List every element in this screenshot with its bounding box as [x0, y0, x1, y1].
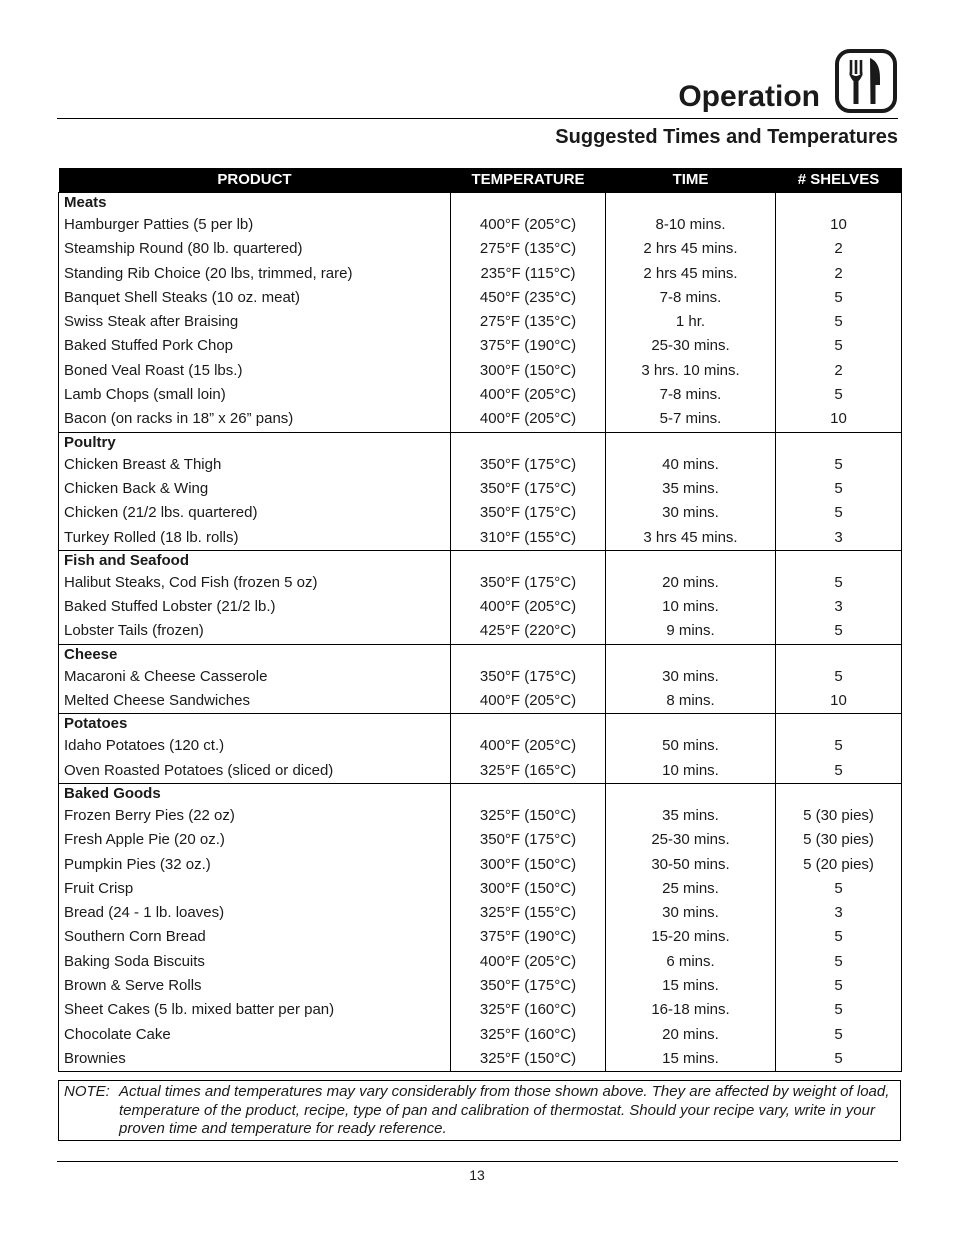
table-row — [59, 526, 902, 551]
time-cell: 7-8 mins. — [606, 383, 776, 407]
temperature-cell: 400°F (205°C) — [451, 407, 606, 432]
table-row — [59, 237, 902, 261]
header-divider — [57, 118, 898, 119]
category-row — [59, 714, 902, 735]
temperature-cell: 310°F (155°C) — [451, 526, 606, 551]
shelves-cell: 3 — [776, 595, 902, 619]
shelves-cell: 5 — [776, 877, 902, 901]
footer-divider — [57, 1161, 898, 1162]
time-cell: 30-50 mins. — [606, 853, 776, 877]
fork-knife-icon — [834, 48, 898, 114]
category-spacer-cell — [776, 644, 902, 665]
shelves-cell: 5 — [776, 334, 902, 358]
category-spacer-cell — [776, 432, 902, 453]
product-cell: Bacon (on racks in 18” x 26” pans) — [59, 407, 451, 432]
category-name: Meats — [59, 193, 451, 214]
table-row — [59, 477, 902, 501]
temperature-cell: 375°F (190°C) — [451, 334, 606, 358]
shelves-cell: 5 (30 pies) — [776, 804, 902, 828]
table-row — [59, 595, 902, 619]
product-cell: Melted Cheese Sandwiches — [59, 689, 451, 714]
time-cell: 20 mins. — [606, 1023, 776, 1047]
time-cell: 16-18 mins. — [606, 998, 776, 1022]
table-row — [59, 310, 902, 334]
times-temperatures-table — [58, 168, 902, 1072]
table-row — [59, 689, 902, 714]
shelves-cell: 5 — [776, 286, 902, 310]
category-name: Baked Goods — [59, 783, 451, 804]
category-name: Poultry — [59, 432, 451, 453]
column-header-shelves: # SHELVES — [776, 168, 902, 193]
product-cell: Lobster Tails (frozen) — [59, 619, 451, 644]
table-row — [59, 407, 902, 432]
time-cell: 6 mins. — [606, 950, 776, 974]
table-row — [59, 1023, 902, 1047]
category-name: Potatoes — [59, 714, 451, 735]
table-row — [59, 950, 902, 974]
temperature-cell: 275°F (135°C) — [451, 310, 606, 334]
category-name: Fish and Seafood — [59, 550, 451, 571]
temperature-cell: 235°F (115°C) — [451, 262, 606, 286]
product-cell: Chicken (21/2 lbs. quartered) — [59, 501, 451, 525]
product-cell: Sheet Cakes (5 lb. mixed batter per pan) — [59, 998, 451, 1022]
temperature-cell: 300°F (150°C) — [451, 853, 606, 877]
product-cell: Southern Corn Bread — [59, 925, 451, 949]
category-row — [59, 644, 902, 665]
temperature-cell: 350°F (175°C) — [451, 571, 606, 595]
product-cell: Macaroni & Cheese Casserole — [59, 665, 451, 689]
product-cell: Pumpkin Pies (32 oz.) — [59, 853, 451, 877]
table-row — [59, 286, 902, 310]
shelves-cell: 5 — [776, 925, 902, 949]
temperature-cell: 400°F (205°C) — [451, 689, 606, 714]
temperature-cell: 375°F (190°C) — [451, 925, 606, 949]
temperature-cell: 325°F (155°C) — [451, 901, 606, 925]
category-spacer-cell — [451, 432, 606, 453]
table-row — [59, 619, 902, 644]
temperature-cell: 350°F (175°C) — [451, 665, 606, 689]
product-cell: Turkey Rolled (18 lb. rolls) — [59, 526, 451, 551]
category-spacer-cell — [606, 193, 776, 214]
time-cell: 5-7 mins. — [606, 407, 776, 432]
temperature-cell: 400°F (205°C) — [451, 213, 606, 237]
column-header-time: TIME — [606, 168, 776, 193]
table-row — [59, 998, 902, 1022]
product-cell: Fresh Apple Pie (20 oz.) — [59, 828, 451, 852]
shelves-cell: 5 — [776, 571, 902, 595]
shelves-cell: 10 — [776, 213, 902, 237]
product-cell: Steamship Round (80 lb. quartered) — [59, 237, 451, 261]
time-cell: 15-20 mins. — [606, 925, 776, 949]
column-header-temperature: TEMPERATURE — [451, 168, 606, 193]
product-cell: Baking Soda Biscuits — [59, 950, 451, 974]
time-cell: 25-30 mins. — [606, 828, 776, 852]
shelves-cell: 2 — [776, 262, 902, 286]
table-row — [59, 383, 902, 407]
category-row — [59, 193, 902, 214]
product-cell: Chicken Breast & Thigh — [59, 453, 451, 477]
category-spacer-cell — [451, 193, 606, 214]
time-cell: 40 mins. — [606, 453, 776, 477]
product-cell: Baked Stuffed Pork Chop — [59, 334, 451, 358]
product-cell: Fruit Crisp — [59, 877, 451, 901]
product-cell: Banquet Shell Steaks (10 oz. meat) — [59, 286, 451, 310]
shelves-cell: 5 — [776, 665, 902, 689]
category-spacer-cell — [451, 550, 606, 571]
category-spacer-cell — [776, 714, 902, 735]
temperature-cell: 325°F (150°C) — [451, 1047, 606, 1072]
shelves-cell: 5 — [776, 998, 902, 1022]
shelves-cell: 5 — [776, 1023, 902, 1047]
page-number: 13 — [469, 1167, 485, 1183]
product-cell: Halibut Steaks, Cod Fish (frozen 5 oz) — [59, 571, 451, 595]
shelves-cell: 5 — [776, 310, 902, 334]
product-cell: Baked Stuffed Lobster (21/2 lb.) — [59, 595, 451, 619]
shelves-cell: 5 — [776, 619, 902, 644]
time-cell: 9 mins. — [606, 619, 776, 644]
shelves-cell: 2 — [776, 359, 902, 383]
product-cell: Chicken Back & Wing — [59, 477, 451, 501]
category-spacer-cell — [451, 714, 606, 735]
shelves-cell: 5 — [776, 950, 902, 974]
time-cell: 10 mins. — [606, 759, 776, 784]
shelves-cell: 5 — [776, 383, 902, 407]
table-row — [59, 877, 902, 901]
category-spacer-cell — [776, 550, 902, 571]
time-cell: 30 mins. — [606, 901, 776, 925]
time-cell: 8-10 mins. — [606, 213, 776, 237]
product-cell: Brownies — [59, 1047, 451, 1072]
product-cell: Lamb Chops (small loin) — [59, 383, 451, 407]
table-body — [59, 193, 902, 1072]
time-cell: 15 mins. — [606, 1047, 776, 1072]
table-row — [59, 213, 902, 237]
category-row — [59, 783, 902, 804]
shelves-cell: 3 — [776, 526, 902, 551]
table-row — [59, 974, 902, 998]
shelves-cell: 5 — [776, 759, 902, 784]
shelves-cell: 5 (20 pies) — [776, 853, 902, 877]
time-cell: 20 mins. — [606, 571, 776, 595]
table-row — [59, 359, 902, 383]
shelves-cell: 10 — [776, 407, 902, 432]
category-name: Cheese — [59, 644, 451, 665]
temperature-cell: 300°F (150°C) — [451, 359, 606, 383]
table-row — [59, 501, 902, 525]
time-cell: 35 mins. — [606, 804, 776, 828]
section-subtitle: Suggested Times and Temperatures — [555, 126, 898, 148]
product-cell: Standing Rib Choice (20 lbs, trimmed, rare) — [59, 262, 451, 286]
time-cell: 2 hrs 45 mins. — [606, 262, 776, 286]
product-cell: Idaho Potatoes (120 ct.) — [59, 734, 451, 758]
shelves-cell: 5 — [776, 734, 902, 758]
temperature-cell: 350°F (175°C) — [451, 501, 606, 525]
temperature-cell: 350°F (175°C) — [451, 477, 606, 501]
category-spacer-cell — [776, 193, 902, 214]
table-row — [59, 453, 902, 477]
table-row — [59, 759, 902, 784]
temperature-cell: 350°F (175°C) — [451, 828, 606, 852]
time-cell: 30 mins. — [606, 665, 776, 689]
product-cell: Frozen Berry Pies (22 oz) — [59, 804, 451, 828]
table-row — [59, 901, 902, 925]
temperature-cell: 400°F (205°C) — [451, 950, 606, 974]
temperature-cell: 450°F (235°C) — [451, 286, 606, 310]
temperature-cell: 325°F (160°C) — [451, 998, 606, 1022]
shelves-cell: 5 — [776, 477, 902, 501]
category-row — [59, 550, 902, 571]
temperature-cell: 300°F (150°C) — [451, 877, 606, 901]
category-spacer-cell — [606, 432, 776, 453]
shelves-cell: 5 — [776, 453, 902, 477]
temperature-cell: 425°F (220°C) — [451, 619, 606, 644]
category-spacer-cell — [451, 644, 606, 665]
table-row — [59, 734, 902, 758]
shelves-cell: 2 — [776, 237, 902, 261]
product-cell: Oven Roasted Potatoes (sliced or diced) — [59, 759, 451, 784]
table-row — [59, 262, 902, 286]
time-cell: 7-8 mins. — [606, 286, 776, 310]
time-cell: 10 mins. — [606, 595, 776, 619]
shelves-cell: 5 — [776, 1047, 902, 1072]
temperature-cell: 400°F (205°C) — [451, 383, 606, 407]
shelves-cell: 10 — [776, 689, 902, 714]
time-cell: 8 mins. — [606, 689, 776, 714]
table-row — [59, 828, 902, 852]
time-cell: 2 hrs 45 mins. — [606, 237, 776, 261]
table-row — [59, 925, 902, 949]
table-row — [59, 1047, 902, 1072]
shelves-cell: 5 — [776, 501, 902, 525]
table-row — [59, 853, 902, 877]
note-box — [58, 1080, 901, 1141]
category-spacer-cell — [606, 714, 776, 735]
note-label: NOTE: — [64, 1083, 110, 1100]
category-spacer-cell — [606, 644, 776, 665]
product-cell: Bread (24 - 1 lb. loaves) — [59, 901, 451, 925]
note-text: Actual times and temperatures may vary considerably from those shown above. They are affected by weight of load, temperature of the product, recipe, type of pan and calibration of thermostat. Should your recipe vary, write in your proven time and temperature for ready reference. — [119, 1083, 890, 1137]
category-row — [59, 432, 902, 453]
category-spacer-cell — [451, 783, 606, 804]
category-spacer-cell — [606, 550, 776, 571]
shelves-cell: 3 — [776, 901, 902, 925]
time-cell: 50 mins. — [606, 734, 776, 758]
category-spacer-cell — [776, 783, 902, 804]
temperature-cell: 325°F (150°C) — [451, 804, 606, 828]
table-header-row — [59, 168, 902, 193]
temperature-cell: 400°F (205°C) — [451, 595, 606, 619]
temperature-cell: 350°F (175°C) — [451, 974, 606, 998]
shelves-cell: 5 — [776, 974, 902, 998]
temperature-cell: 325°F (165°C) — [451, 759, 606, 784]
table-row — [59, 804, 902, 828]
product-cell: Swiss Steak after Braising — [59, 310, 451, 334]
time-cell: 15 mins. — [606, 974, 776, 998]
shelves-cell: 5 (30 pies) — [776, 828, 902, 852]
time-cell: 3 hrs. 10 mins. — [606, 359, 776, 383]
temperature-cell: 325°F (160°C) — [451, 1023, 606, 1047]
time-cell: 30 mins. — [606, 501, 776, 525]
table-row — [59, 571, 902, 595]
table-row — [59, 665, 902, 689]
product-cell: Chocolate Cake — [59, 1023, 451, 1047]
time-cell: 25-30 mins. — [606, 334, 776, 358]
product-cell: Hamburger Patties (5 per lb) — [59, 213, 451, 237]
temperature-cell: 350°F (175°C) — [451, 453, 606, 477]
time-cell: 1 hr. — [606, 310, 776, 334]
page-title: Operation — [678, 80, 820, 113]
time-cell: 25 mins. — [606, 877, 776, 901]
table-row — [59, 334, 902, 358]
time-cell: 35 mins. — [606, 477, 776, 501]
temperature-cell: 400°F (205°C) — [451, 734, 606, 758]
time-cell: 3 hrs 45 mins. — [606, 526, 776, 551]
temperature-cell: 275°F (135°C) — [451, 237, 606, 261]
column-header-product: PRODUCT — [59, 168, 451, 193]
category-spacer-cell — [606, 783, 776, 804]
product-cell: Brown & Serve Rolls — [59, 974, 451, 998]
product-cell: Boned Veal Roast (15 lbs.) — [59, 359, 451, 383]
